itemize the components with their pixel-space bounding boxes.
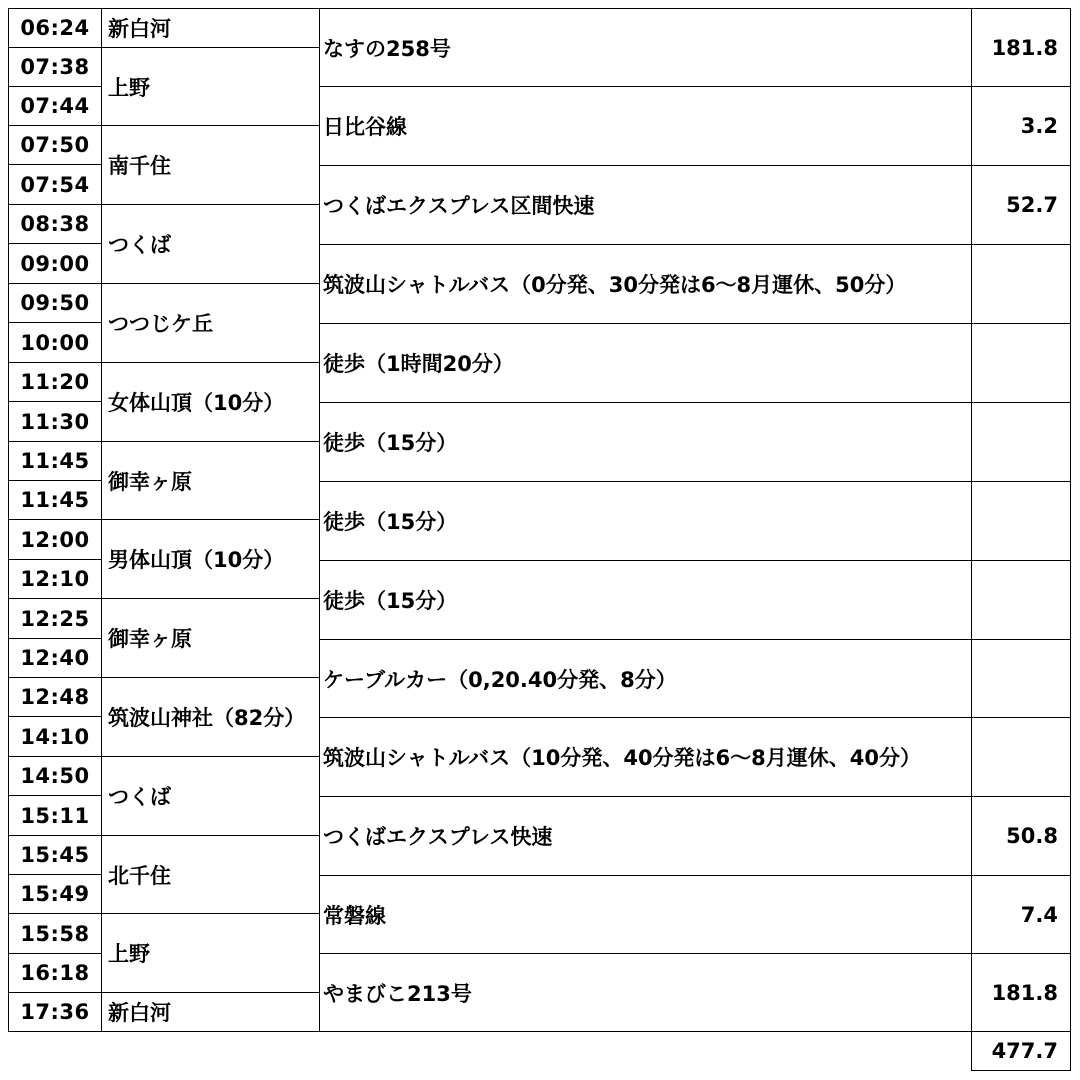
- time-cell: 16:18: [8, 953, 102, 993]
- time-cell: 12:25: [8, 598, 102, 639]
- time-cell: 17:36: [8, 992, 102, 1032]
- time-cell: 07:44: [8, 86, 102, 126]
- route-cell: ケーブルカー（0,20.40分発、8分）: [319, 639, 972, 718]
- time-cell: 15:58: [8, 913, 102, 954]
- route-cell: 日比谷線: [319, 86, 972, 166]
- distance-cell: 50.8: [971, 796, 1071, 876]
- route-cell: 常磐線: [319, 875, 972, 954]
- route-cell: 筑波山シャトルバス（0分発、30分発は6～8月運休、50分）: [319, 244, 972, 324]
- station-cell: 上野: [101, 913, 320, 993]
- distance-cell: 7.4: [971, 875, 1071, 954]
- distance-cell: 181.8: [971, 953, 1071, 1032]
- distance-cell: 181.8: [971, 8, 1071, 87]
- time-cell: 11:45: [8, 480, 102, 520]
- station-cell: 新白河: [101, 992, 320, 1032]
- station-cell: 御幸ヶ原: [101, 598, 320, 678]
- distance-cell: [971, 481, 1071, 561]
- time-cell: 09:00: [8, 243, 102, 284]
- distance-cell: 3.2: [971, 86, 1071, 166]
- time-cell: 14:10: [8, 716, 102, 757]
- station-cell: 北千住: [101, 835, 320, 914]
- total-distance-cell: 477.7: [971, 1031, 1071, 1071]
- time-cell: 11:45: [8, 441, 102, 481]
- time-cell: 11:30: [8, 401, 102, 442]
- time-cell: 12:48: [8, 677, 102, 717]
- time-cell: 15:49: [8, 874, 102, 914]
- time-cell: 10:00: [8, 322, 102, 363]
- time-cell: 12:40: [8, 638, 102, 678]
- time-cell: 06:24: [8, 8, 102, 48]
- station-cell: 筑波山神社（82分）: [101, 677, 320, 757]
- route-cell: つくばエクスプレス区間快速: [319, 165, 972, 245]
- time-cell: 07:38: [8, 47, 102, 87]
- route-cell: 徒歩（1時間20分）: [319, 323, 972, 403]
- station-cell: つくば: [101, 204, 320, 284]
- station-cell: 上野: [101, 47, 320, 126]
- distance-cell: 52.7: [971, 165, 1071, 245]
- distance-cell: [971, 560, 1071, 640]
- time-cell: 07:50: [8, 125, 102, 165]
- time-cell: 11:20: [8, 362, 102, 402]
- route-cell: 徒歩（15分）: [319, 481, 972, 561]
- distance-cell: [971, 244, 1071, 324]
- time-cell: 15:45: [8, 835, 102, 875]
- distance-cell: [971, 717, 1071, 797]
- time-cell: 07:54: [8, 164, 102, 205]
- route-cell: なすの258号: [319, 8, 972, 87]
- distance-cell: [971, 323, 1071, 403]
- station-cell: つつじケ丘: [101, 283, 320, 363]
- route-cell: 徒歩（15分）: [319, 402, 972, 482]
- time-cell: 14:50: [8, 756, 102, 796]
- distance-cell: [971, 402, 1071, 482]
- station-cell: 御幸ヶ原: [101, 441, 320, 520]
- time-cell: 12:10: [8, 559, 102, 599]
- route-cell: 筑波山シャトルバス（10分発、40分発は6～8月運休、40分）: [319, 717, 972, 797]
- time-cell: 09:50: [8, 283, 102, 323]
- time-cell: 08:38: [8, 204, 102, 244]
- station-cell: 南千住: [101, 125, 320, 205]
- route-cell: 徒歩（15分）: [319, 560, 972, 640]
- route-cell: つくばエクスプレス快速: [319, 796, 972, 876]
- time-cell: 12:00: [8, 519, 102, 560]
- distance-cell: [971, 639, 1071, 718]
- time-cell: 15:11: [8, 795, 102, 836]
- route-cell: やまびこ213号: [319, 953, 972, 1032]
- station-cell: 新白河: [101, 8, 320, 48]
- station-cell: つくば: [101, 756, 320, 836]
- station-cell: 女体山頂（10分）: [101, 362, 320, 442]
- station-cell: 男体山頂（10分）: [101, 519, 320, 599]
